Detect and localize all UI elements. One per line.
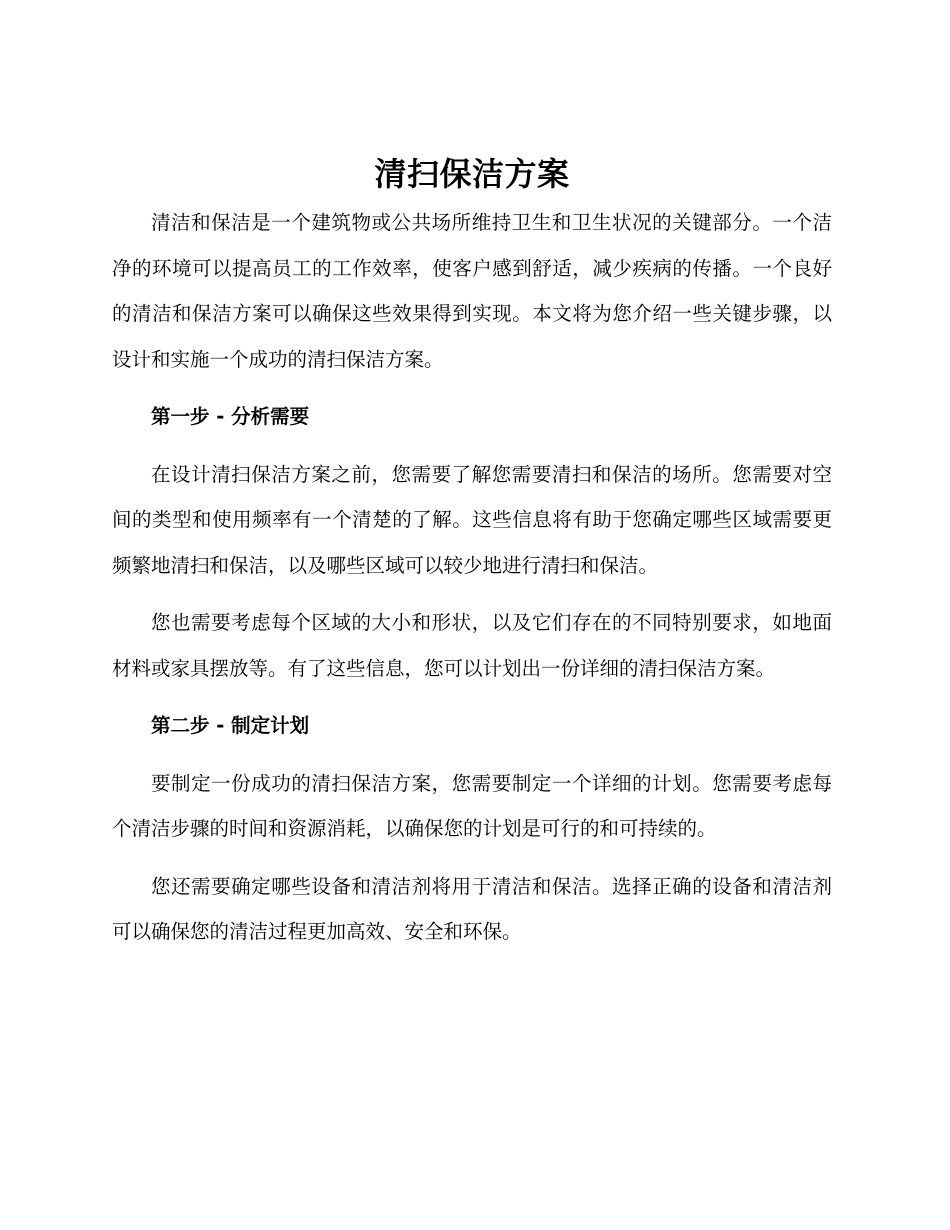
section-1-paragraph-2: 您也需要考虑每个区域的大小和形状，以及它们存在的不同特别要求，如地面材料或家具摆放等。有了这些信息，您可以计划出一份详细的清扫保洁方案。 [112,611,832,680]
section-2-paragraph-2: 您还需要确定哪些设备和清洁剂将用于清洁和保洁。选择正确的设备和清洁剂可以确保您的清洁过程更加高效、安全和环保。 [112,874,832,943]
section-2-paragraph-1: 要制定一份成功的清扫保洁方案，您需要制定一个详细的计划。您需要考虑每个清洁步骤的时间和资源消耗，以确保您的计划是可行的和可持续的。 [112,771,832,840]
section-1-heading: 第一步 - 分析需要 [151,405,310,428]
document-title: 清扫保洁方案 [374,155,570,193]
section-1-paragraph-1: 在设计清扫保洁方案之前，您需要了解您需要清扫和保洁的场所。您需要对空间的类型和使用频率有一个清楚的了解。这些信息将有助于您确定哪些区域需要更频繁地清扫和保洁，以及哪些区域可以较少地进行清扫和保洁。 [112,462,832,577]
spacer [112,691,832,703]
document-page [112,148,832,955]
section-2-heading: 第二步 - 制定计划 [151,714,310,737]
intro-paragraph: 清洁和保洁是一个建筑物或公共场所维持卫生和卫生状况的关键部分。一个洁净的环境可以提高员工的工作效率，使客户感到舒适，减少疾病的传播。一个良好的清洁和保洁方案可以确保这些效果得到实现。本文将为您介绍一些关键步骤，以设计和实施一个成功的清扫保洁方案。 [112,211,832,371]
spacer [112,588,832,600]
spacer [112,382,832,394]
spacer [112,749,832,761]
spacer [112,440,832,452]
spacer [112,852,832,864]
